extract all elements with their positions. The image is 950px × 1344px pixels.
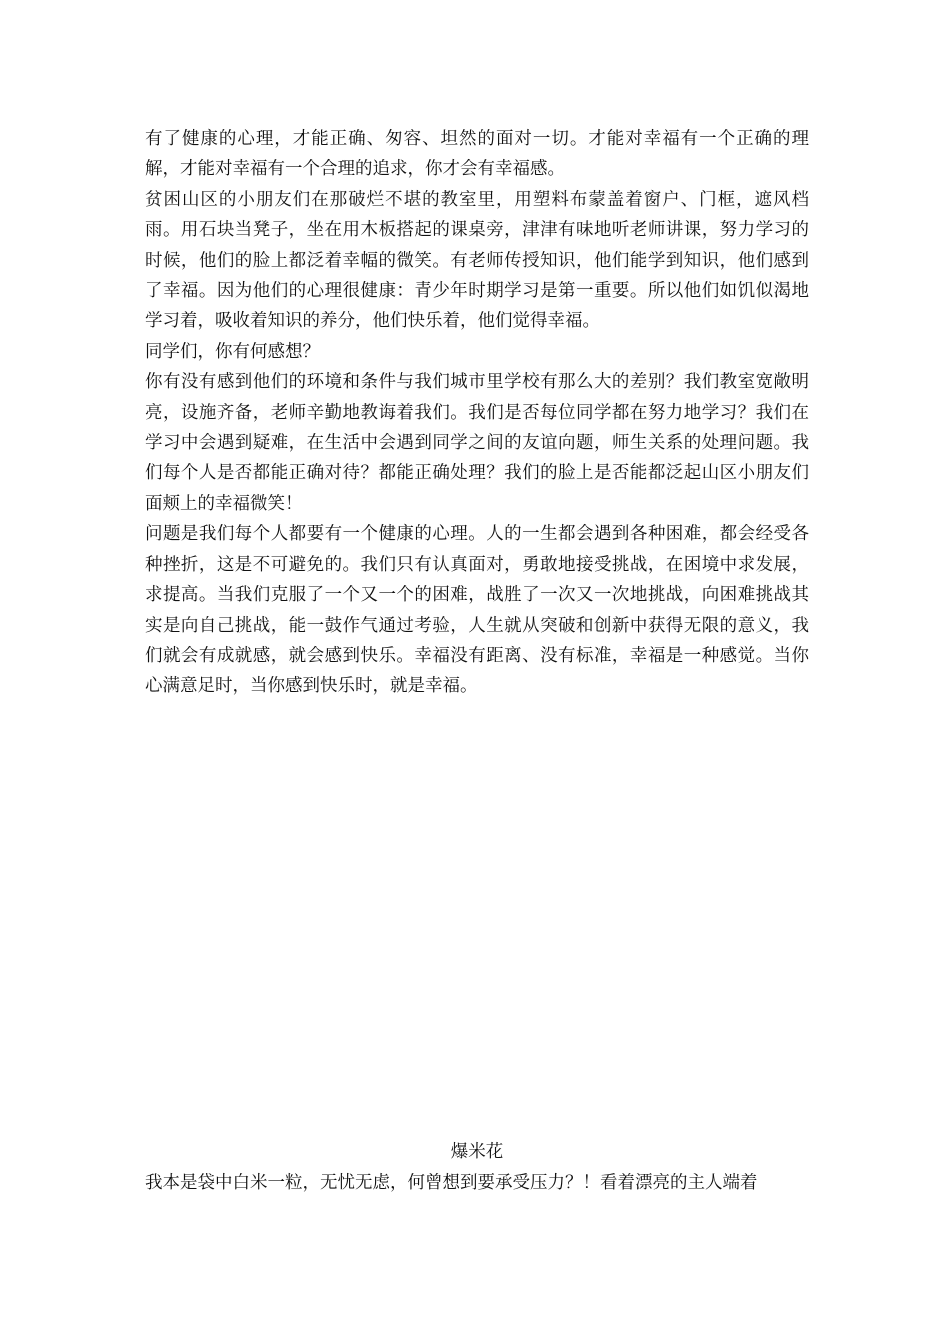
essay-body bbox=[145, 124, 809, 702]
paragraph-5: 问题是我们每个人都要有一个健康的心理。人的一生都会遇到各种困难，都会经受各种挫折，这是不可避免的。我们只有认真面对，勇敢地接受挑战，在困境中求发展，求提高。当我们克服了一个又一个的困难，战胜了一次又一次地挑战，向困难挑战其实是向自己挑战，能一鼓作气通过考验，人生就从突破和创新中获得无限的意义，我们就会有成就感，就会感到快乐。幸福没有距离、没有标准，幸福是一种感觉。当你心满意足时，当你感到快乐时，就是幸福。 bbox=[145, 524, 809, 697]
paragraph-1: 有了健康的心理，才能正确、匆容、坦然的面对一切。才能对幸福有一个正确的理解，才能对幸福有一个合理的追求，你才会有幸福感。 bbox=[145, 129, 809, 180]
next-essay-first-line: 我本是袋中白米一粒，无忧无虑，何曾想到要承受压力？！看着漂亮的主人端着 bbox=[145, 1173, 758, 1193]
paragraph-2: 贫困山区的小朋友们在那破烂不堪的教室里，用塑料布蒙盖着窗户、门框，遮风档雨。用石块当凳子，坐在用木板搭起的课桌旁，津津有味地听老师讲课，努力学习的时候，他们的脸上都泛着幸幅的微笑。有老师传授知识，他们能学到知识，他们感到了幸福。因为他们的心理很健康：青少年时期学习是第一重要。所以他们如饥似渴地学习着，吸收着知识的养分，他们快乐着，他们觉得幸福。 bbox=[145, 189, 809, 332]
next-essay-title: 爆米花 bbox=[450, 1142, 504, 1162]
paragraph-3: 同学们，你有何感想？ bbox=[145, 341, 320, 362]
paragraph-4: 你有没有感到他们的环境和条件与我们城市里学校有那么大的差别？我们教室宽敞明亮，设施齐备，老师辛勤地教诲着我们。我们是否每位同学都在努力地学习？我们在学习中会遇到疑难，在生活中会遇到同学之间的友谊向题，师生关系的处理问题。我们每个人是否都能正确对待？都能正确处理？我们的脸上是否能都泛起山区小朋友们面颊上的幸福微笑！ bbox=[145, 372, 809, 514]
